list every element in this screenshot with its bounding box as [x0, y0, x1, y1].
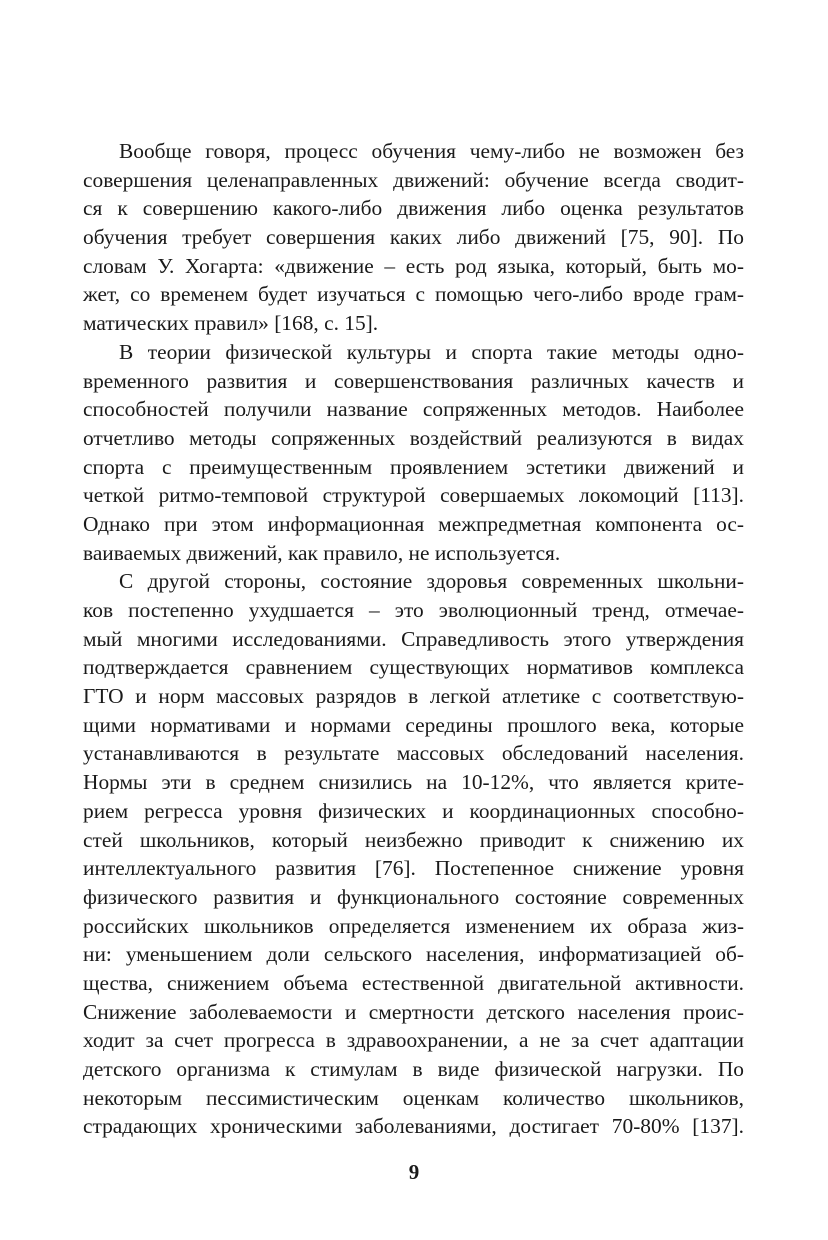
- text-line: Однако при этом информационная межпредметная компонента ос-: [83, 511, 744, 536]
- text-line: рием регресса уровня физических и координационных способно-: [83, 798, 744, 823]
- text-line: российских школьников определяется изменением их образа жиз-: [83, 913, 744, 938]
- text-line: ся к совершению какого-либо движения либо оценка результатов: [83, 196, 744, 221]
- paragraph-2: [83, 338, 744, 568]
- text-line: способностей получили название сопряженных методов. Наиболее: [83, 397, 744, 422]
- paragraph-1: [83, 137, 744, 338]
- text-line: ГТО и норм массовых разрядов в легкой атлетике с соответствую-: [83, 684, 744, 709]
- text-line: словам У. Хогарта: «движение – есть род языка, который, быть мо-: [83, 253, 744, 278]
- text-line: четкой ритмо-темповой структурой совершаемых локомоций [113].: [83, 483, 744, 508]
- text-line: Снижение заболеваемости и смертности детского населения проис-: [83, 999, 744, 1024]
- text-line: стей школьников, который неизбежно приводит к снижению их: [83, 827, 744, 852]
- text-line: матических правил» [168, с. 15].: [83, 311, 379, 336]
- text-line: мый многими исследованиями. Справедливость этого утверждения: [83, 626, 744, 651]
- body-text: [83, 137, 744, 1141]
- text-line: щими нормативами и нормами середины прошлого века, которые: [83, 712, 744, 737]
- text-line: ни: уменьшением доли сельского населения, информатизацией об-: [83, 942, 744, 967]
- text-line: С другой стороны, состояние здоровья современных школьни-: [119, 569, 744, 594]
- text-line: некоторым пессимистическим оценкам количество школьников,: [83, 1085, 744, 1110]
- text-line: спорта с преимущественным проявлением эстетики движений и: [83, 454, 744, 479]
- text-line: страдающих хроническими заболеваниями, достигает 70-80% [137].: [83, 1114, 744, 1139]
- paragraph-3: [83, 567, 744, 1141]
- text-line: Нормы эти в среднем снизились на 10-12%, что является крите-: [83, 770, 744, 795]
- text-line: ходит за счет прогресса в здравоохранении, а не за счет адаптации: [83, 1028, 744, 1053]
- text-line: В теории физической культуры и спорта такие методы одно-: [119, 339, 744, 364]
- text-line: обучения требует совершения каких либо движений [75, 90]. По: [83, 225, 744, 250]
- text-line: подтверждается сравнением существующих нормативов комплекса: [83, 655, 744, 680]
- text-line: ков постепенно ухудшается – это эволюционный тренд, отмечае-: [83, 598, 744, 622]
- text-line: жет, со временем будет изучаться с помощью чего-либо вроде грам-: [83, 282, 744, 307]
- text-line: детского организма к стимулам в виде физической нагрузки. По: [83, 1057, 744, 1081]
- text-line: устанавливаются в результате массовых обследований населения.: [83, 741, 744, 766]
- text-line: физического развития и функционального состояние современных: [83, 884, 744, 909]
- text-line: совершения целенаправленных движений: обучение всегда сводит-: [83, 167, 744, 192]
- text-line: щества, снижением объема естественной двигательной активности.: [83, 970, 744, 995]
- page-number: 9: [408, 1160, 420, 1184]
- text-line: временного развития и совершенствования различных качеств и: [83, 368, 744, 393]
- text-line: ваиваемых движений, как правило, не используется.: [83, 540, 561, 565]
- text-line: Вообще говоря, процесс обучения чему-либо не возможен без: [119, 139, 744, 163]
- text-line: отчетливо методы сопряженных воздействий реализуются в видах: [83, 425, 744, 450]
- text-line: интеллектуального развития [76]. Постепенное снижение уровня: [83, 856, 744, 881]
